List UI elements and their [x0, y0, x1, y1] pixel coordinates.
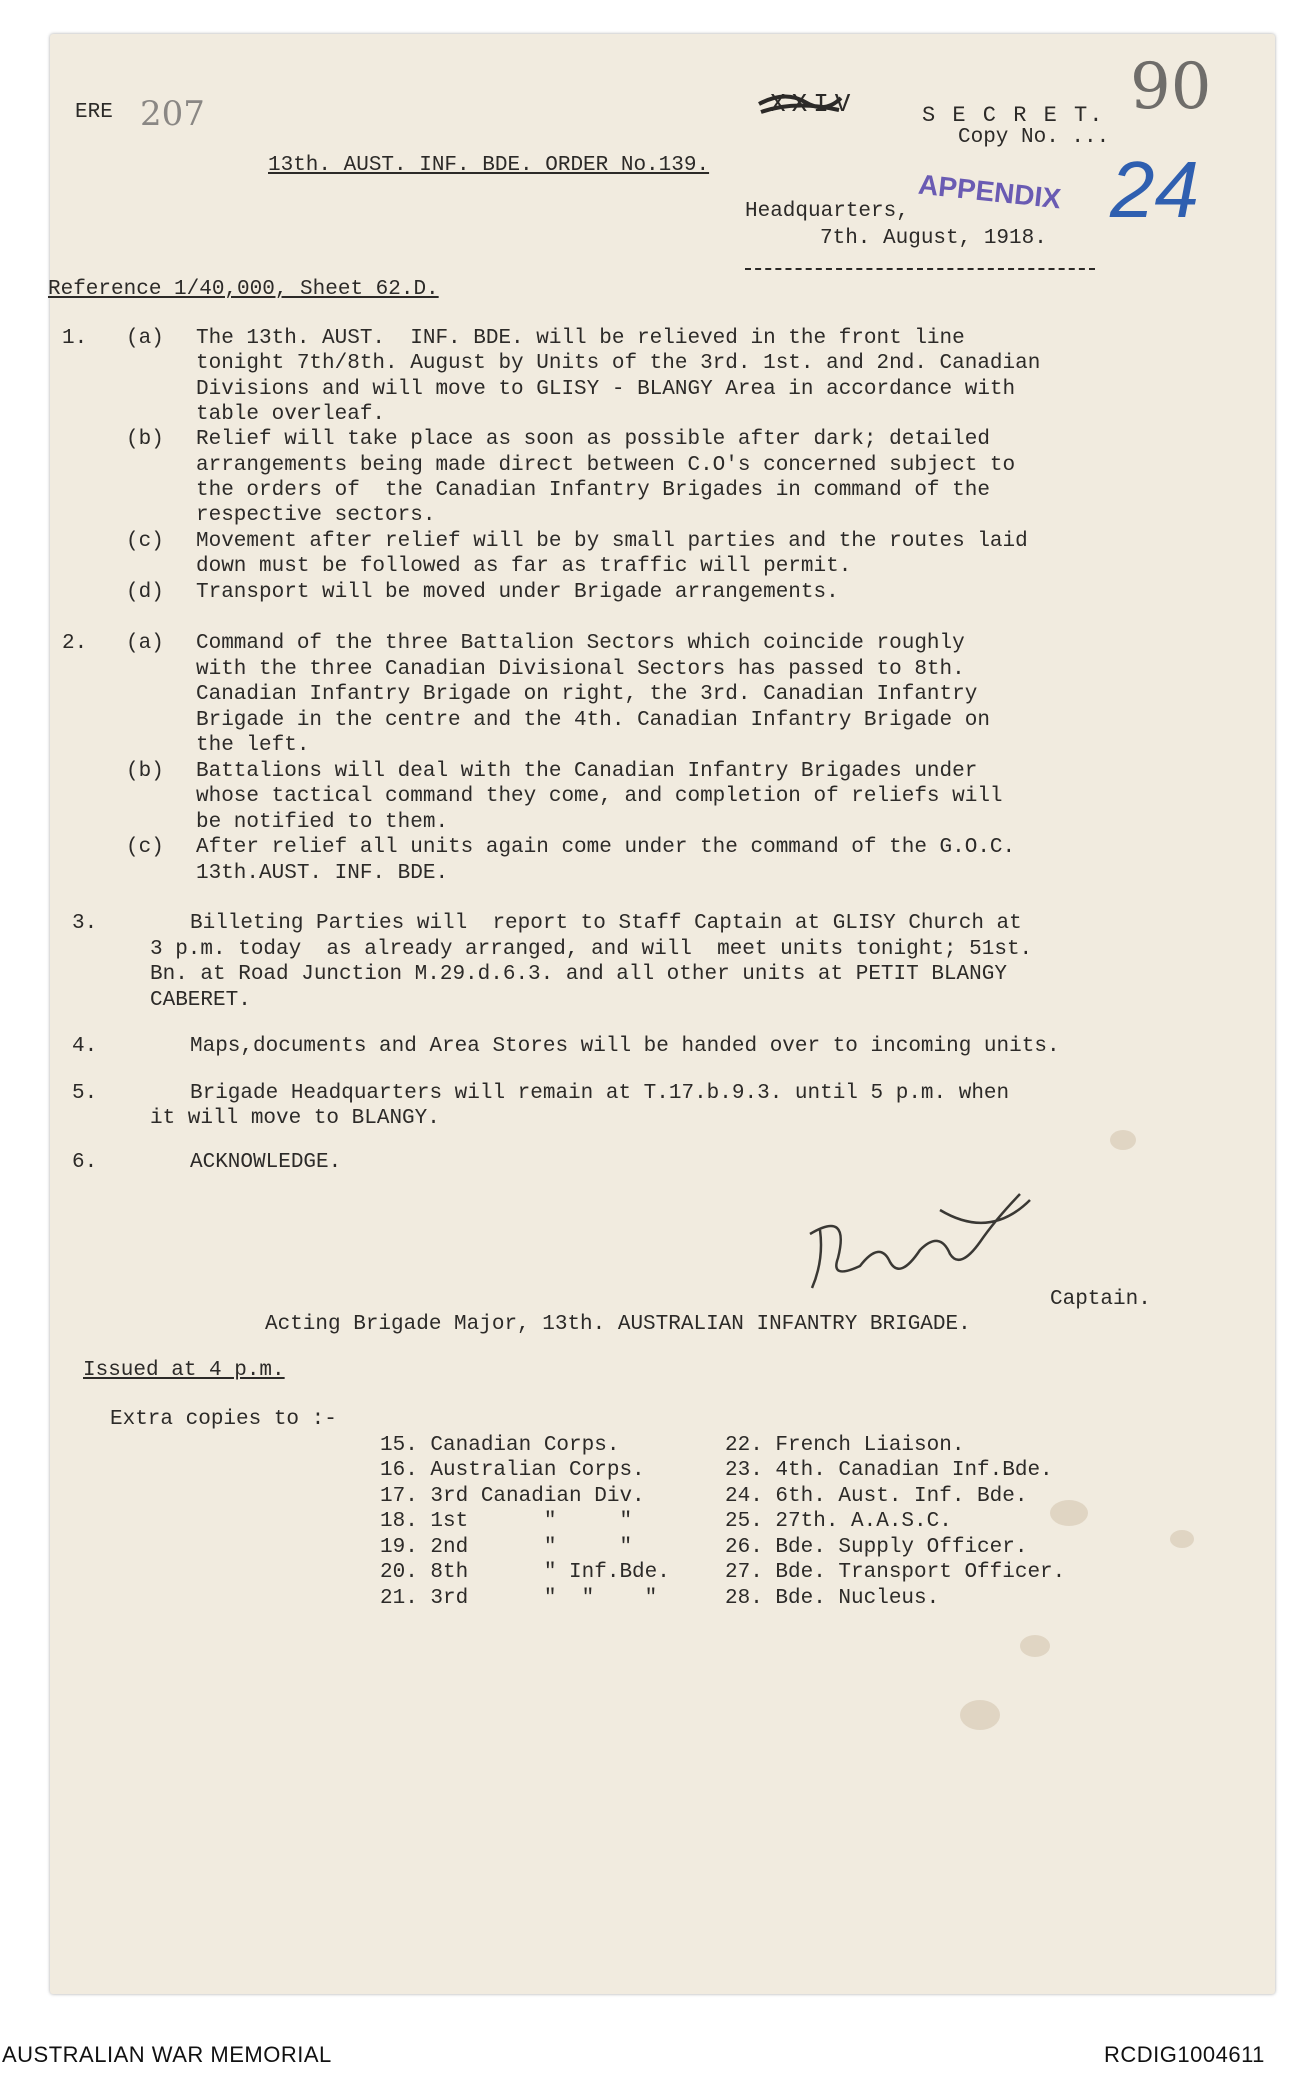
- hq-label: Headquarters,: [745, 200, 909, 223]
- distribution-item: 22. French Liaison.: [725, 1434, 965, 1457]
- extra-copies-label: Extra copies to :-: [110, 1408, 337, 1431]
- item-label: (c): [126, 836, 164, 859]
- distribution-item: 20. 8th " Inf.Bde.: [380, 1561, 670, 1584]
- item-label: (d): [126, 581, 164, 604]
- distribution-item: 18. 1st " ": [380, 1510, 633, 1533]
- ref-code: ERE: [75, 101, 113, 124]
- item-line: tonight 7th/8th. August by Units of the 3rd. 1st. and 2nd. Canadian: [196, 352, 1041, 375]
- distribution-item: 23. 4th. Canadian Inf.Bde.: [725, 1459, 1053, 1482]
- item-line: Canadian Infantry Brigade on right, the 3rd. Canadian Infantry: [196, 683, 978, 706]
- map-reference: Reference 1/40,000, Sheet 62.D.: [48, 278, 439, 301]
- para-line: ACKNOWLEDGE.: [190, 1151, 342, 1174]
- item-label: (c): [126, 530, 164, 553]
- item-line: be notified to them.: [196, 811, 449, 834]
- signature-scribble: [790, 1170, 1050, 1300]
- item-line: arrangements being made direct between C.O's concerned subject to: [196, 454, 1016, 477]
- issued-time: Issued at 4 p.m.: [83, 1359, 285, 1382]
- para-line: 3 p.m. today as already arranged, and will meet units tonight; 51st.: [150, 938, 1033, 961]
- distribution-item: 15. Canadian Corps.: [380, 1434, 620, 1457]
- strike-scribble: [755, 86, 845, 126]
- para-line: Brigade Headquarters will remain at T.17.b.9.3. until 5 p.m. when: [190, 1082, 1010, 1105]
- distribution-item: 21. 3rd " " ": [380, 1587, 658, 1610]
- distribution-item: 19. 2nd " ": [380, 1536, 633, 1559]
- para-number: 2.: [62, 632, 88, 655]
- copy-number: Copy No. ...: [958, 126, 1110, 149]
- para-number: 6.: [72, 1151, 98, 1174]
- distribution-item: 28. Bde. Nucleus.: [725, 1587, 940, 1610]
- stain: [1110, 1130, 1136, 1150]
- distribution-item: 17. 3rd Canadian Div.: [380, 1485, 645, 1508]
- signature-title: Acting Brigade Major, 13th. AUSTRALIAN INFANTRY BRIGADE.: [265, 1313, 971, 1336]
- signature-rank: Captain.: [1050, 1288, 1151, 1311]
- item-line: Relief will take place as soon as possible after dark; detailed: [196, 428, 990, 451]
- para-number: 5.: [72, 1082, 98, 1105]
- footer-archive: AUSTRALIAN WAR MEMORIAL: [2, 2042, 332, 2067]
- item-line: Brigade in the centre and the 4th. Canadian Infantry Brigade on: [196, 709, 990, 732]
- para-line: it will move to BLANGY.: [150, 1107, 440, 1130]
- item-label: (a): [126, 327, 164, 350]
- item-label: (b): [126, 428, 164, 451]
- para-number: 4.: [72, 1035, 98, 1058]
- folio-number: 90: [1130, 50, 1212, 124]
- distribution-item: 27. Bde. Transport Officer.: [725, 1561, 1066, 1584]
- para-number: 3.: [72, 912, 98, 935]
- item-line: the orders of the Canadian Infantry Brigades in command of the: [196, 479, 990, 502]
- stain: [1020, 1635, 1050, 1657]
- pencil-number: 207: [140, 94, 205, 134]
- item-line: 13th.AUST. INF. BDE.: [196, 862, 449, 885]
- para-line: Billeting Parties will report to Staff Captain at GLISY Church at: [190, 912, 1022, 935]
- item-line: whose tactical command they come, and completion of reliefs will: [196, 785, 1003, 808]
- item-line: with the three Canadian Divisional Sectors has passed to 8th.: [196, 658, 965, 681]
- item-label: (b): [126, 760, 164, 783]
- order-title: 13th. AUST. INF. BDE. ORDER No.139.: [268, 154, 710, 177]
- secret-label: S E C R E T.: [922, 103, 1105, 128]
- item-line: Movement after relief will be by small parties and the routes laid: [196, 530, 1028, 553]
- item-line: Battalions will deal with the Canadian Infantry Brigades under: [196, 760, 978, 783]
- item-line: Command of the three Battalion Sectors which coincide roughly: [196, 632, 965, 655]
- header-rule: [745, 268, 1095, 270]
- item-line: respective sectors.: [196, 504, 436, 527]
- para-line: Bn. at Road Junction M.29.d.6.3. and all other units at PETIT BLANGY: [150, 963, 1007, 986]
- item-line: Divisions and will move to GLISY - BLANGY Area in accordance with: [196, 378, 1016, 401]
- para-number: 1.: [62, 327, 88, 350]
- item-line: The 13th. AUST. INF. BDE. will be relieved in the front line: [196, 327, 965, 350]
- distribution-item: 25. 27th. A.A.S.C.: [725, 1510, 952, 1533]
- stain: [1170, 1530, 1194, 1548]
- appendix-stamp: APPENDIX: [916, 168, 1063, 215]
- order-date: 7th. August, 1918.: [820, 227, 1047, 250]
- item-line: the left.: [196, 734, 310, 757]
- stain: [1050, 1500, 1088, 1526]
- footer-id: RCDIG1004611: [1104, 2042, 1265, 2067]
- item-line: down must be followed as far as traffic will permit.: [196, 555, 852, 578]
- para-line: Maps,documents and Area Stores will be handed over to incoming units.: [190, 1035, 1060, 1058]
- distribution-item: 16. Australian Corps.: [380, 1459, 645, 1482]
- item-line: Transport will be moved under Brigade arrangements.: [196, 581, 839, 604]
- item-label: (a): [126, 632, 164, 655]
- distribution-item: 26. Bde. Supply Officer.: [725, 1536, 1028, 1559]
- stain: [960, 1700, 1000, 1730]
- struck-text: XXIV: [770, 89, 857, 119]
- item-line: table overleaf.: [196, 403, 386, 426]
- distribution-item: 24. 6th. Aust. Inf. Bde.: [725, 1485, 1028, 1508]
- appendix-number: 24: [1110, 145, 1199, 234]
- item-line: After relief all units again come under the command of the G.O.C.: [196, 836, 1016, 859]
- para-line: CABERET.: [150, 989, 251, 1012]
